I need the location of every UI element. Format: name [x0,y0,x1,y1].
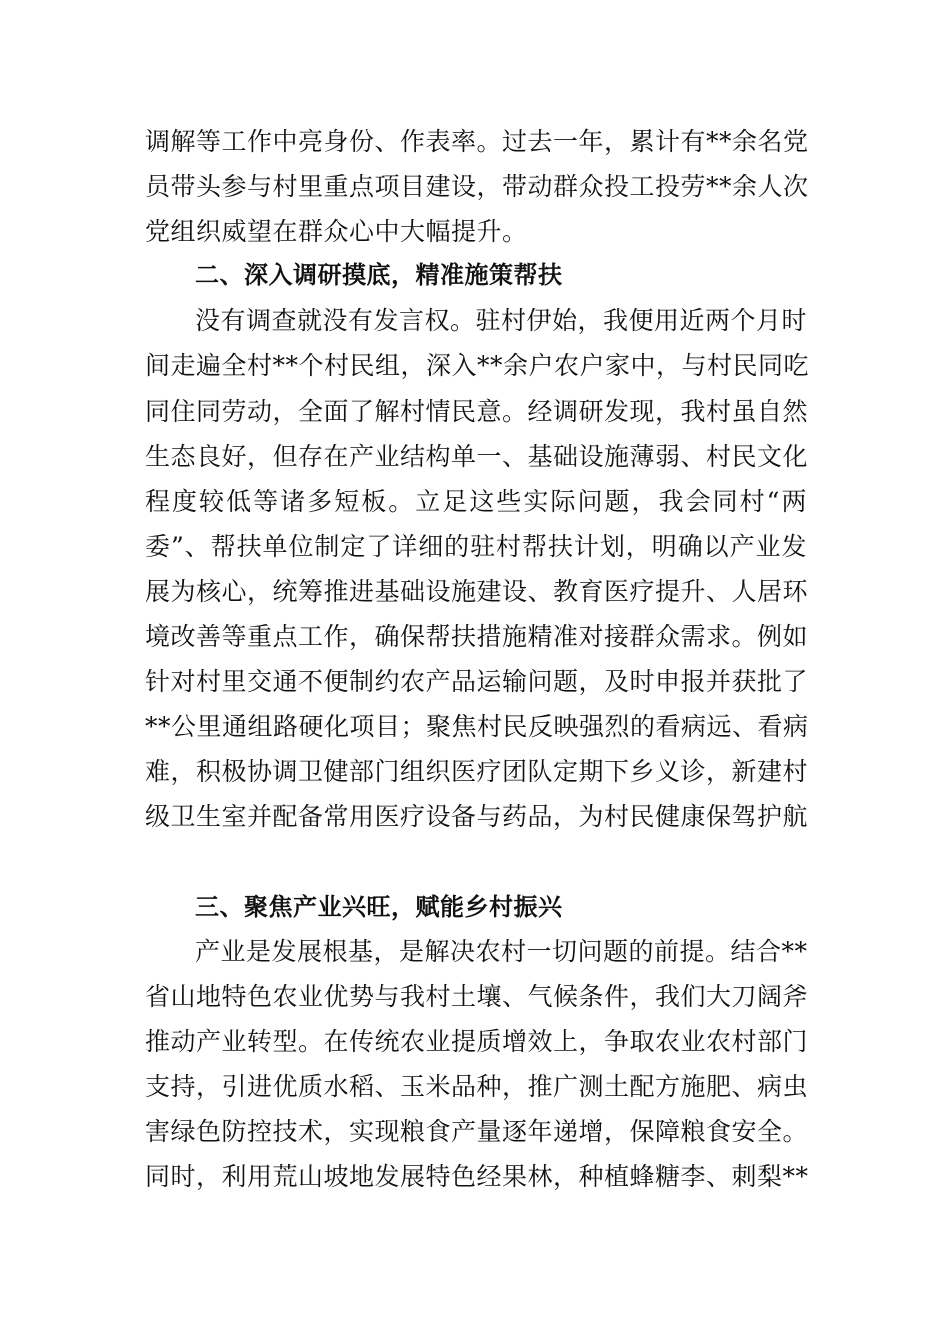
paragraph-line: 难，积极协调卫健部门组织医疗团队定期下乡义诊，新建村 [145,757,809,786]
paragraph-line: 委”、帮扶单位制定了详细的驻村帮扶计划，明确以产业发 [145,532,807,561]
paragraph-line: 境改善等重点工作，确保帮扶措施精准对接群众需求。例如 [145,622,809,651]
section-heading: 三、聚焦产业兴旺，赋能乡村振兴 [195,893,563,921]
paragraph-line: 没有调查就没有发言权。驻村伊始，我便用近两个月时 [195,306,808,335]
paragraph-line: 针对村里交通不便制约农产品运输问题，及时申报并获批了 [145,667,809,696]
paragraph-line: 党组织威望在群众心中大幅提升。 [145,217,528,246]
paragraph-line: 生态良好，但存在产业结构单一、基础设施薄弱、村民文化 [145,442,809,471]
paragraph-line: 级卫生室并配备常用医疗设备与药品，为村民健康保驾护航 [145,802,809,831]
paragraph-line: 支持，引进优质水稻、玉米品种，推广测土配方施肥、病虫 [145,1072,809,1101]
paragraph-line: 同时，利用荒山坡地发展特色经果林，种植蜂糖李、刺梨** [145,1162,809,1191]
section-heading: 二、深入调研摸底，精准施策帮扶 [195,261,563,289]
paragraph-line: 调解等工作中亮身份、作表率。过去一年，累计有**余名党 [145,127,809,156]
paragraph-line: **公里通组路硬化项目；聚焦村民反映强烈的看病远、看病 [145,712,809,741]
paragraph-line: 害绿色防控技术，实现粮食产量逐年递增，保障粮食安全。 [145,1117,809,1146]
paragraph-line: 员带头参与村里重点项目建设，带动群众投工投劳**余人次 [145,172,809,201]
paragraph-line: 展为核心，统筹推进基础设施建设、教育医疗提升、人居环 [145,577,809,606]
paragraph-line: 同住同劳动，全面了解村情民意。经调研发现，我村虽自然 [145,397,809,426]
paragraph-line: 间走遍全村**个村民组，深入**余户农户家中，与村民同吃 [145,351,810,380]
paragraph-line: 程度较低等诸多短板。立足这些实际问题，我会同村“两 [145,487,807,516]
paragraph-line: 产业是发展根基，是解决农村一切问题的前提。结合** [195,937,808,966]
paragraph-line: 省山地特色农业优势与我村土壤、气候条件，我们大刀阔斧 [145,982,809,1011]
paragraph-line: 推动产业转型。在传统农业提质增效上，争取农业农村部门 [145,1027,809,1056]
